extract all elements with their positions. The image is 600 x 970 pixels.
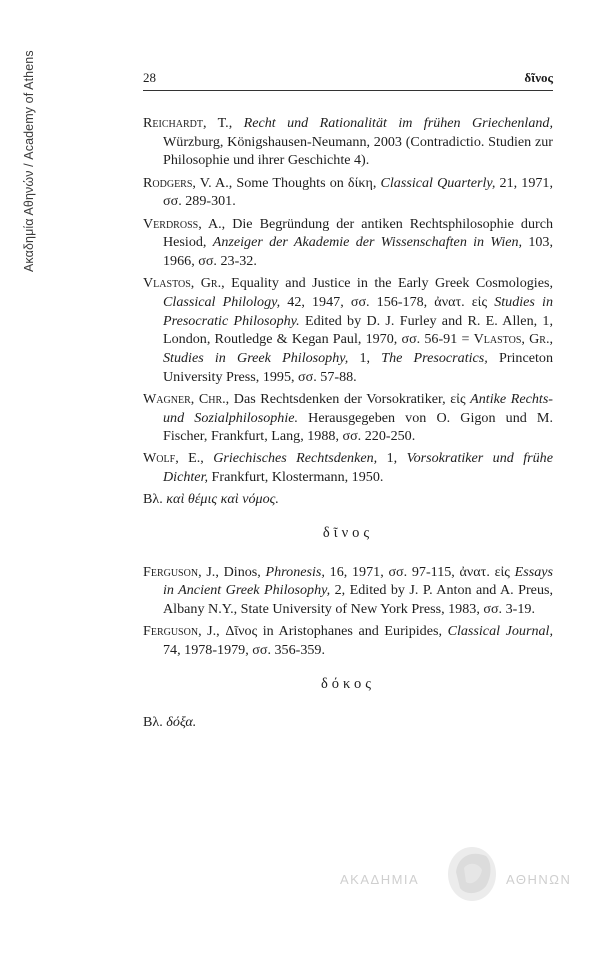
entry-title: Classical Quarterly, — [380, 174, 496, 191]
entry-article: Dinos, — [223, 563, 261, 580]
entry-details: Würzburg, Königshausen-Neumann, 2003 (Contradictio. Studien zur Philosophie und ihrer Geschichte 4). — [163, 133, 553, 169]
entry-author-2: Vlastos, Gr., — [473, 331, 553, 348]
entry-title: Anzeiger der Akademie der Wissenschaften in Wien, — [212, 234, 523, 251]
archive-stamp: Ακαδημία Αθηνών / Academy of Athens — [22, 50, 36, 272]
entry-details: 74, 1978-1979, σσ. 356-359. — [163, 642, 325, 659]
entry-details-3: 1, — [359, 349, 371, 366]
entry-author: Verdross, A., — [143, 215, 226, 232]
entry-title: Antike Rechts- und Sozialphilosophie. — [163, 390, 553, 426]
entry-details: 1, — [386, 450, 398, 467]
entry-title: Recht und Rationalität im frühen Griechenland, — [243, 115, 553, 131]
entry-title-3: Studies in Greek Philosophy, — [163, 349, 349, 366]
entry-details: 21, 1971, σσ. 289-301. — [163, 174, 553, 210]
bib-entry-wagner — [143, 390, 553, 446]
see-prefix: Βλ. — [143, 491, 163, 508]
watermark-text-left: ΑΚΑΔΗΜΙΑ — [340, 872, 420, 887]
page-header — [143, 70, 553, 88]
entry-details-2: 2, Edited by J. P. Anton and A. Preus, Albany N.Y., State University of New York Press, 1983, σσ. 3-19. — [163, 582, 553, 618]
entry-title: Griechisches Rechtsdenken, — [213, 450, 378, 467]
see-terms: δόξα. — [166, 714, 197, 731]
watermark-text-right: ΑΘΗΝΩΝ — [506, 872, 572, 887]
entry-author: Vlastos, Gr., — [143, 275, 225, 292]
see-also-1 — [143, 490, 553, 509]
header-rule — [143, 90, 553, 91]
bib-entry-vlastos — [143, 274, 553, 386]
entry-details: 42, 1947, σσ. 156-178, ἀνατ. εἰς — [287, 293, 488, 310]
bibliography — [143, 114, 553, 732]
entry-author: Wolf, E., — [143, 450, 204, 467]
section-heading-dokos: δόκος — [320, 675, 376, 692]
see-terms: καὶ θέμις καὶ νόμος. — [166, 491, 279, 508]
entry-article: Δῖνος in Aristophanes and Euripides, — [225, 623, 442, 640]
entry-author: Rodgers, V. A., — [143, 174, 233, 191]
entry-article: Das Rechtsdenken der Vorsokratiker, εἰς — [233, 390, 466, 407]
entry-details-2: Edited by D. J. Furley and R. E. Allen, 1, London, Routledge & Kegan Paul, 1970, σσ. 56-91 = — [163, 312, 553, 348]
entry-details-4: Princeton University Press, 1995, σσ. 57-88. — [163, 349, 553, 385]
running-head: δῖνος — [524, 70, 553, 85]
entry-title-2: Vorsokratiker und frühe Dichter, — [163, 450, 553, 486]
entry-article: Die Begründung der antiken Rechtsphilosophie durch Hesiod, — [163, 215, 553, 251]
entry-details: 103, 1966, σσ. 23-32. — [163, 234, 553, 269]
entry-title: Classical Journal, — [447, 623, 553, 640]
entry-details-2: Frankfurt, Klostermann, 1950. — [211, 469, 384, 486]
entry-details: 16, 1971, σσ. 97-115, ἀνατ. εἰς — [329, 563, 510, 580]
section-heading-dinos: δῖνος — [322, 525, 374, 542]
entry-details: Herausgegeben von O. Gigon und M. Fischer, Frankfurt, Lang, 1988, σσ. 220-250. — [163, 409, 553, 445]
entry-title-2: Essays in Ancient Greek Philosophy, — [163, 563, 553, 599]
entry-title: Classical Philology, — [163, 293, 281, 310]
bib-entry-ferguson-1 — [143, 563, 553, 619]
see-prefix: Βλ. — [143, 714, 163, 731]
see-also-2 — [143, 713, 553, 732]
academy-watermark — [330, 842, 580, 902]
entry-author: Wagner, Chr., — [143, 390, 230, 407]
page-number: 28 — [143, 70, 156, 85]
entry-author: Reichardt, T., — [143, 115, 233, 131]
entry-author: Ferguson, J., — [143, 563, 219, 580]
entry-article: Equality and Justice in the Early Greek Cosmologies, — [231, 275, 553, 292]
bib-entry-ferguson-2 — [143, 622, 553, 659]
entry-author: Ferguson, J., — [143, 623, 220, 640]
bib-entry-rodgers — [143, 174, 553, 211]
bib-entry-reichardt — [143, 114, 553, 170]
athena-head-icon — [442, 842, 502, 904]
entry-title: Phronesis, — [265, 563, 325, 580]
entry-article: Some Thoughts on δίκη, — [236, 174, 377, 191]
entry-title-2: Studies in Presocratic Philosophy. — [163, 293, 553, 329]
bib-entry-verdross — [143, 215, 553, 271]
entry-title-4: The Presocratics, — [381, 349, 488, 366]
bib-entry-wolf — [143, 449, 553, 486]
